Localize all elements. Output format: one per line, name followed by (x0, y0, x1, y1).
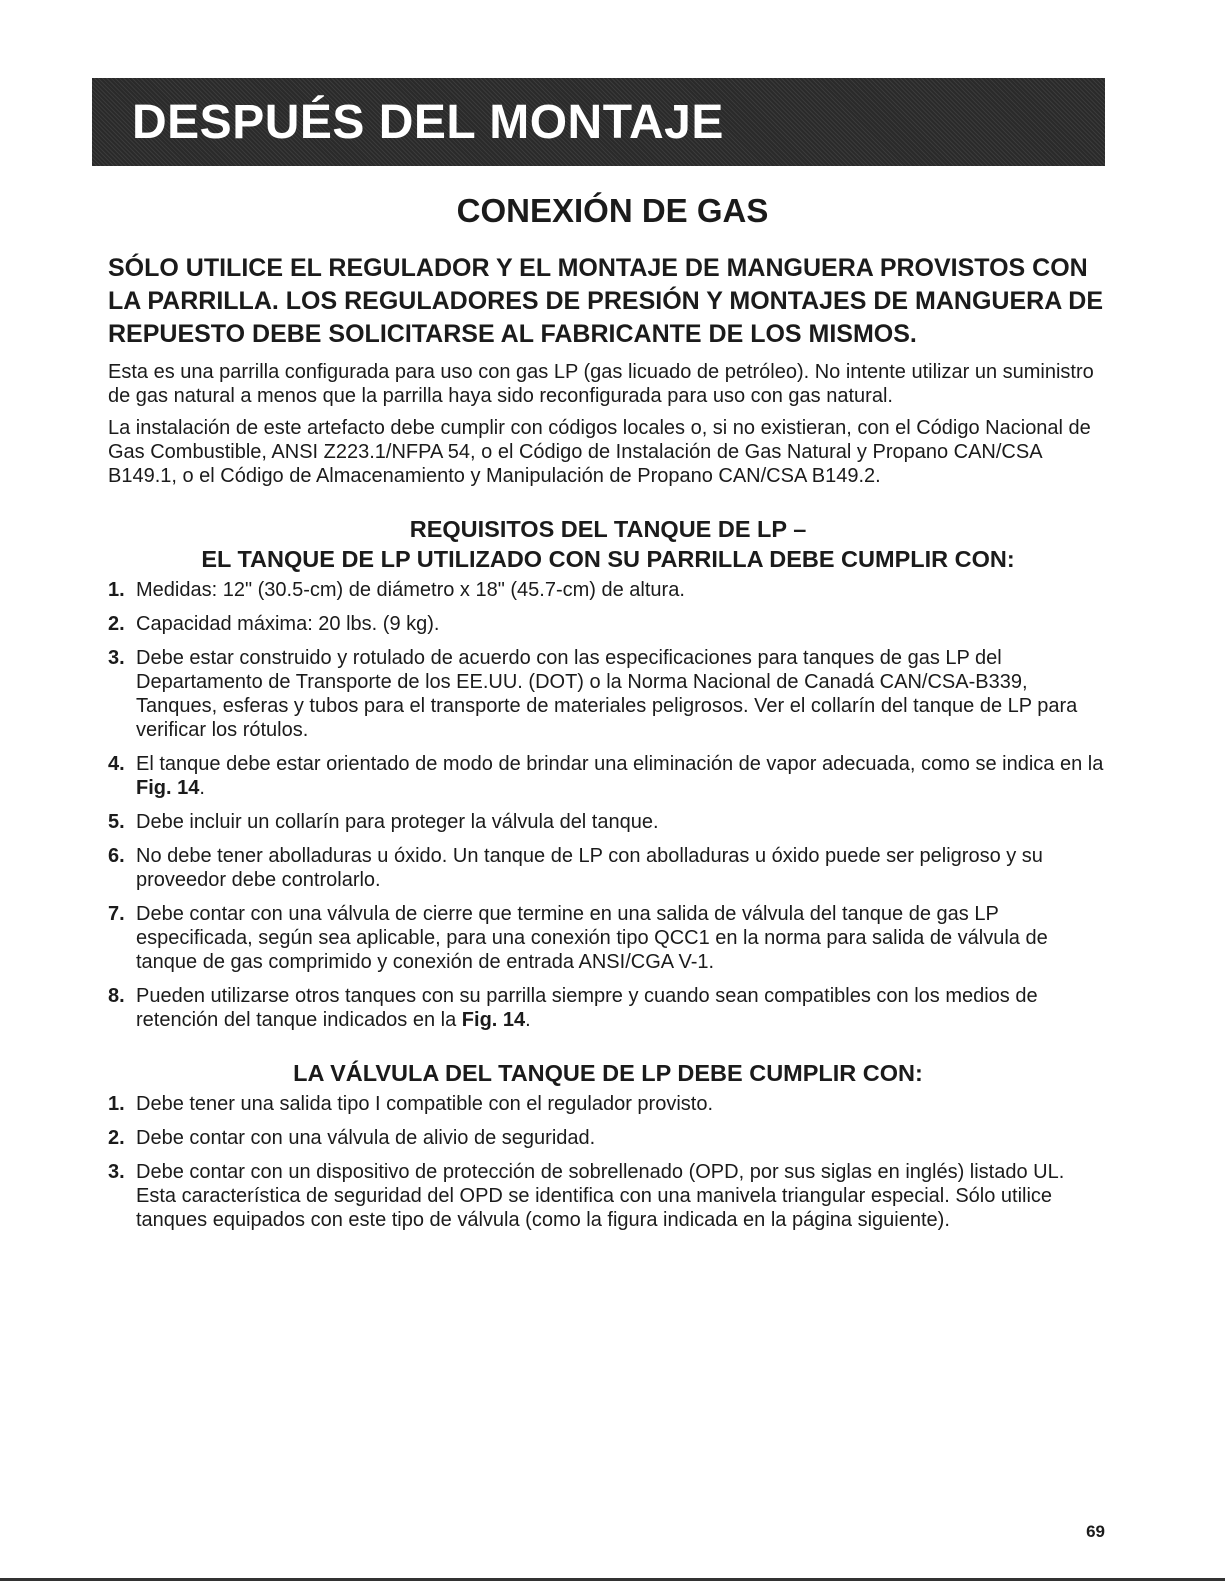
item-text: Medidas: 12" (30.5-cm) de diámetro x 18" (45.7-cm) de altura. (136, 579, 685, 601)
tank-requirements-heading (108, 514, 1108, 574)
section-title: CONEXIÓN DE GAS (456, 192, 769, 229)
item-number: 7. (108, 903, 125, 925)
list-item (108, 612, 1108, 636)
item-text: Capacidad máxima: 20 lbs. (9 kg). (136, 613, 440, 635)
item-text: Debe contar con una válvula de cierre que termine en una salida de válvula del tanque de gas LP especificada, según sea aplicable, para una conexión tipo QCC1 en la norma para salida de válvula de tanque de gas comprimido y conexión de entrada ANSI/CGA V-1. (136, 903, 1048, 973)
item-number: 4. (108, 753, 125, 775)
list-item (108, 810, 1108, 834)
item-number: 1. (108, 579, 125, 601)
item-text: Debe tener una salida tipo I compatible con el regulador provisto. (136, 1093, 714, 1115)
list-item (108, 752, 1108, 800)
item-text: No debe tener abolladuras u óxido. Un tanque de LP con abolladuras u óxido puede ser peligroso y su proveedor debe controlarlo. (136, 845, 1043, 891)
figure-reference: Fig. 14 (136, 777, 200, 799)
list-item (108, 578, 1108, 602)
item-number: 8. (108, 985, 125, 1007)
warning-text: SÓLO UTILICE EL REGULADOR Y EL MONTAJE DE MANGUERA PROVISTOS CON LA PARRILLA. LOS REGULADORES DE PRESIÓN Y MONTAJES DE MANGUERA DE REPUESTO DEBE SOLICITARSE AL FABRICANTE DE LOS MISMOS. (108, 254, 1103, 348)
page-content (108, 252, 1108, 1242)
item-text: Pueden utilizarse otros tanques con su parrilla siempre y cuando sean compatibles con los medios de retención del tanque indicados en la (136, 985, 1038, 1031)
paragraph-codes: La instalación de este artefacto debe cumplir con códigos locales o, si no existieran, con el Código Nacional de Gas Combustible, ANSI Z223.1/NFPA 54, o el Código de Instalación de Gas Natural y Propano CAN/CSA B149.1, o el Código de Almacenamiento y Manipulación de Propano CAN/CSA B149.2. (108, 417, 1091, 487)
list-item (108, 1126, 1108, 1150)
list-item (108, 902, 1108, 974)
item-text-tail: . (199, 777, 205, 799)
item-number: 5. (108, 811, 125, 833)
item-number: 3. (108, 1161, 125, 1183)
paragraph-lp-gas: Esta es una parrilla configurada para uso con gas LP (gas licuado de petróleo). No intente utilizar un suministro de gas natural a menos que la parrilla haya sido reconfigurada para uso con gas natural. (108, 361, 1094, 407)
item-number: 3. (108, 647, 125, 669)
list-item (108, 844, 1108, 892)
list-item (108, 984, 1108, 1032)
item-text: Debe estar construido y rotulado de acuerdo con las especificaciones para tanques de gas LP del Departamento de Transporte de los EE.UU. (DOT) o la Norma Nacional de Canadá CAN/CSA-B339, Tanques, esferas y tubos para el transporte de materiales peligrosos. Ver el collarín del tanque de LP para verificar los rótulos. (136, 647, 1078, 741)
item-number: 2. (108, 1127, 125, 1149)
header-banner (92, 78, 1105, 166)
list-item (108, 646, 1108, 742)
item-number: 2. (108, 613, 125, 635)
tank-heading-line1: REQUISITOS DEL TANQUE DE LP – (409, 516, 807, 542)
item-text: Debe incluir un collarín para proteger la válvula del tanque. (136, 811, 659, 833)
banner-title: DESPUÉS DEL MONTAJE (132, 95, 724, 149)
item-text: Debe contar con un dispositivo de protección de sobrellenado (OPD, por sus siglas en inglés) listado UL. Esta característica de seguridad del OPD se identifica con una manivela triangular especial. Sólo utilice tanques equipados con este tipo de válvula (como la figura indicada en la página siguiente). (136, 1161, 1065, 1231)
valve-requirements-list (108, 1092, 1108, 1232)
list-item (108, 1092, 1108, 1116)
item-number: 6. (108, 845, 125, 867)
bottom-rule (0, 1578, 1225, 1581)
tank-requirements-list (108, 578, 1108, 1032)
item-text-tail: . (525, 1009, 531, 1031)
item-text: Debe contar con una válvula de alivio de seguridad. (136, 1127, 596, 1149)
figure-reference: Fig. 14 (461, 1009, 526, 1031)
page-number: 69 (1086, 1522, 1105, 1541)
list-item (108, 1160, 1108, 1232)
valve-requirements-heading: LA VÁLVULA DEL TANQUE DE LP DEBE CUMPLIR CON: (293, 1060, 923, 1086)
item-text: El tanque debe estar orientado de modo de brindar una eliminación de vapor adecuada, como se indica en la (136, 753, 1104, 775)
tank-heading-line2: EL TANQUE DE LP UTILIZADO CON SU PARRILLA DEBE CUMPLIR CON: (201, 546, 1015, 572)
item-number: 1. (108, 1093, 125, 1115)
